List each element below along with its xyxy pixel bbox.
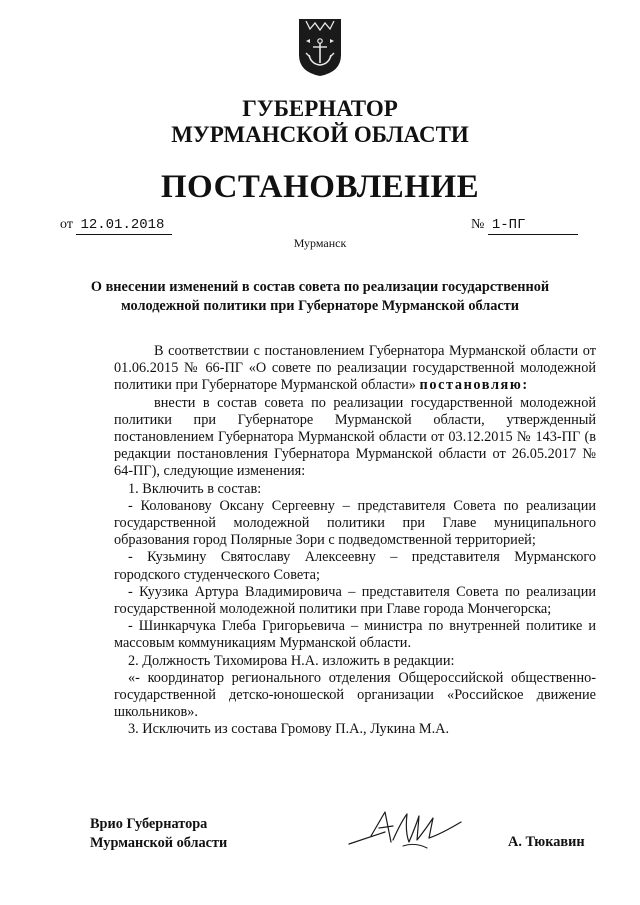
document-date-row [60,216,172,235]
document-type: ПОСТАНОВЛЕНИЕ [160,169,480,205]
person-4: - Шинкарчука Глеба Григорьевича – министра по внутренней политике и массовым коммуникациям Мурманской области. [114,618,596,652]
document-number: 1-ПГ [488,216,578,235]
decree-word: постановляю: [419,377,529,394]
person-2: - Кузьмину Святославу Алексеевну – представителя Мурманского городского студенческого Совета; [114,549,596,583]
person-3: - Куузика Артура Владимировича – представителя Совета по реализации государственной молодежной политики при Главе города Мончегорска; [114,583,596,618]
handwritten-signature [345,802,465,858]
document-subject: О внесении изменений в состав совета по реализации государственной молодежной политики при Губернаторе Мурманской области [90,279,550,314]
item-1: 1. Включить в состав: [128,480,262,497]
number-prefix: № [471,217,485,232]
item-2-quote: «- координатор регионального отделения Общероссийской общественно-государственной детско-юношеской организации «Российское движение школьников». [114,669,596,721]
signatory-position-line2: Мурманской области [90,835,228,851]
date-prefix: от [60,217,73,232]
document-number-row [471,216,578,235]
document-city: Мурманск [293,236,347,250]
document-body [114,343,596,739]
intro-paragraph [114,343,596,395]
document-date: 12.01.2018 [76,216,172,235]
coat-of-arms-emblem [297,17,343,77]
item-3: 3. Исключить из состава Громову П.А., Лукина М.А. [128,721,450,738]
signatory-position [90,815,227,853]
signatory-name: А. Тюкавин [508,834,585,850]
intro-text: В соответствии с постановлением Губернатора Мурманской области от 01.06.2015 № 66-ПГ «О совете по реализации государственной молодежной политики при Губернаторе Мурманской области» [114,343,596,394]
item-2: 2. Должность Тихомирова Н.А. изложить в редакции: [128,652,455,669]
signatory-position-line1: Врио Губернатора [90,816,208,832]
main-paragraph: внести в состав совета по реализации государственной молодежной политики при Губернаторе Мурманской области, утвержденный постановлением Губернатора Мурманской области от 03.12.2015 № 143-ПГ (в редакции постановления Губернатора Мурманской области от 26.05.2017 № 64-ПГ), следующие изменения: [114,394,596,480]
authority-region: МУРМАНСКОЙ ОБЛАСТИ [171,122,469,147]
authority-title: ГУБЕРНАТОР [242,96,398,121]
person-1: - Колованову Оксану Сергеевну – представителя Совета по реализации государственной молодежной политики при Главе муниципального образования город Полярные Зори с подведомственной территорией; [114,497,596,549]
